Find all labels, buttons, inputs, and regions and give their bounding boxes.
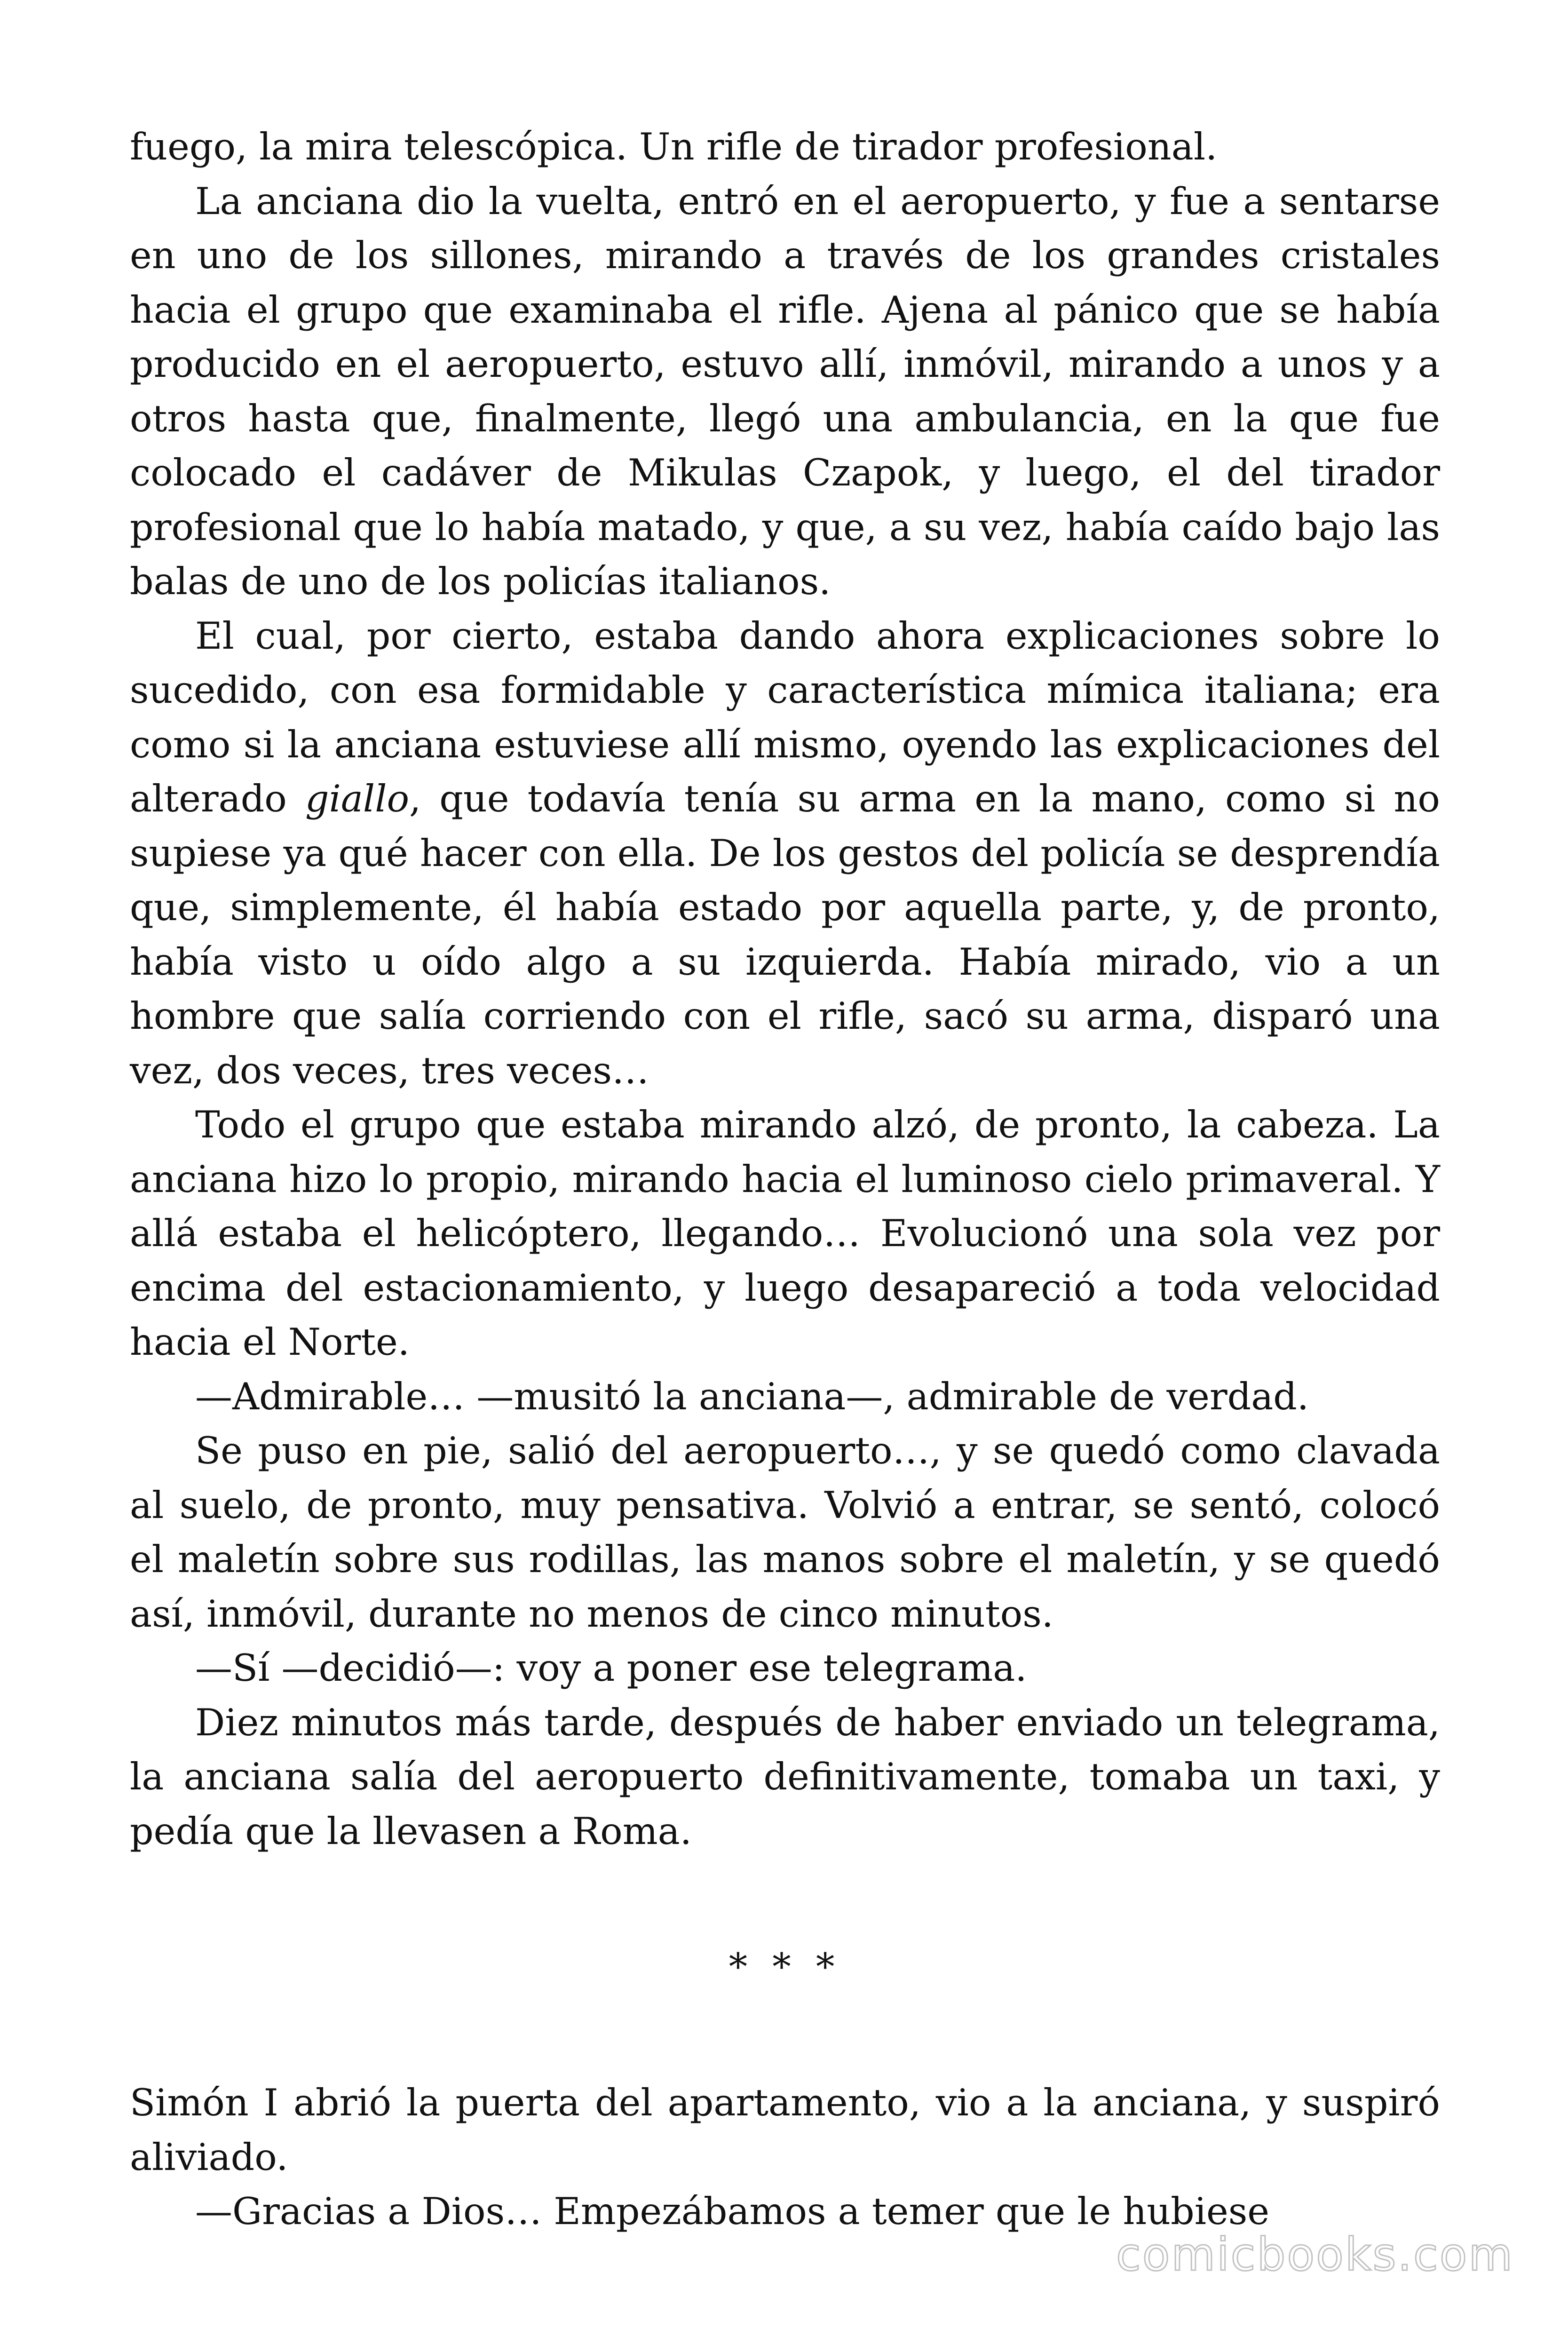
paragraph-1: fuego, la mira telescópica. Un rifle de tirador profesional. xyxy=(130,125,1218,168)
body-text xyxy=(130,120,1440,2239)
paragraph-9: Simón I abrió la puerta del apartamento, vio a la anciana, y suspiró aliviado. xyxy=(130,2081,1440,2179)
italic-word: giallo xyxy=(305,777,410,820)
paragraph-3-part-2: , que todavía tenía su arma en la mano, como si no supiese ya qué hacer con ella. De los gestos del policía se desprendía que, simplemente, él había estado por aquella parte, y, de pronto, había visto u oído algo a su izquierda. Había mirado, vio a un hombre que salía corriendo con el rifle, sacó su arma, disparó una vez, dos veces, tres veces… xyxy=(130,777,1440,1092)
paragraph-7: —Sí —decidió—: voy a poner ese telegrama. xyxy=(195,1646,1027,1690)
paragraph-10: —Gracias a Dios… Empezábamos a temer que le hubiese xyxy=(195,2190,1270,2233)
paragraph-6: Se puso en pie, salió del aeropuerto…, y se quedó como clavada al suelo, de pronto, muy pensativa. Volvió a entrar, se sentó, colocó el maletín sobre sus rodillas, las manos sobre el maletín, y se quedó así, inmóvil, durante no menos de cinco minutos. xyxy=(130,1429,1440,1636)
paragraph-2: La anciana dio la vuelta, entró en el aeropuerto, y fue a sentarse en uno de los sillones, mirando a través de los grandes cristales hacia el grupo que examinaba el rifle. Ajena al pánico que se había producido en el aeropuerto, estuvo allí, inmóvil, mirando a unos y a otros hasta que, finalmente, llegó una ambulancia, en la que fue colocado el cadáver de Mikulas Czapok, y luego, el del tirador profesional que lo había matado, y que, a su vez, había caído bajo las balas de uno de los policías italianos. xyxy=(130,179,1440,603)
section-break-stars: * * * xyxy=(729,1945,841,1988)
section-break xyxy=(130,1859,1440,2076)
paragraph-5: —Admirable… —musitó la anciana—, admirable de verdad. xyxy=(195,1375,1309,1418)
paragraph-3-part-1: El cual, por cierto, estaba dando ahora explicaciones sobre lo sucedido, con esa formidable y característica mímica italiana; era como si la anciana estuviese allí mismo, oyendo las explicaciones del alterado xyxy=(130,614,1440,820)
paragraph-4: Todo el grupo que estaba mirando alzó, de pronto, la cabeza. La anciana hizo lo propio, mirando hacia el luminoso cielo primaveral. Y allá estaba el helicóptero, llegando… Evolucionó una sola vez por encima del estacionamiento, y luego desapareció a toda velocidad hacia el Norte. xyxy=(130,1103,1440,1364)
paragraph-3 xyxy=(130,609,1440,1098)
watermark-logo: comicbooks.com xyxy=(1116,2228,1514,2281)
paragraph-8: Diez minutos más tarde, después de haber enviado un telegrama, la anciana salía del aeropuerto definitivamente, tomaba un taxi, y pedía que la llevasen a Roma. xyxy=(130,1700,1440,1853)
